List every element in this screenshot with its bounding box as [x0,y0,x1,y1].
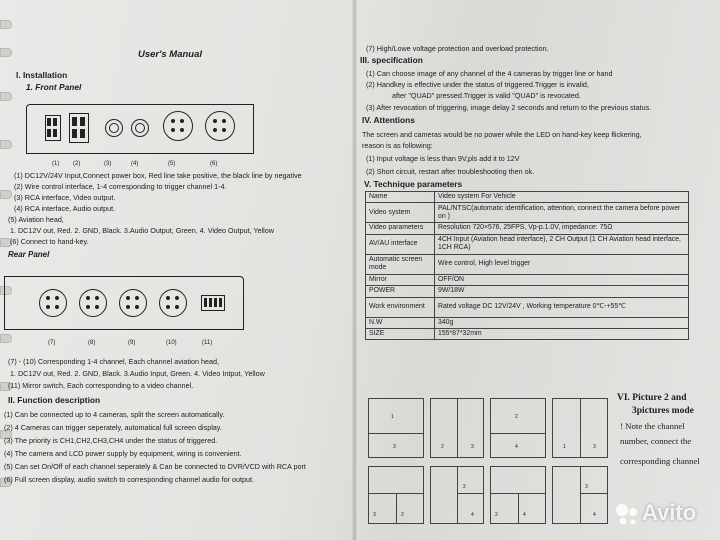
picture-mode-heading: VI. Picture 2 and [617,393,687,403]
param-name: Video parameters [366,223,435,234]
param-name: POWER [366,286,435,297]
front-callout-6: (6) [210,161,218,167]
section-specification: III. specification [360,55,423,65]
manual-title: User's Manual [138,49,203,60]
binder-holes [0,0,12,540]
table-row [366,223,689,234]
function-item: (3) The priority is CH1,CH2,CH3,CH4 under the status of triggered. [4,436,218,445]
param-name: Mirror [366,274,435,285]
front-legend-line: (1) DC12V/24V Input,Connect power box, Red line take positive, the black line by negative [14,171,302,180]
param-name: Video system [366,203,435,223]
picture-mode-heading: 3pictures mode [632,406,694,416]
param-value: 9W/18W [435,286,689,297]
front-legend-line: (3) RCA interface, Video output. [14,193,116,202]
param-value: Video system For Vehicle [435,192,689,203]
table-row [366,203,689,223]
spec-line-7: (7) High/Lowe voltage protection and overload protection. [366,44,549,53]
front-legend-line: (4) RCA interface, Audio output. [14,204,116,213]
param-name: Work environment [366,297,435,317]
channel-3-aviation-head [119,289,147,317]
table-row [366,192,689,203]
function-item: (5) Can set On/Off of each channel seperately & Can be connected to DVR/VCD with RCA port [4,462,306,471]
param-name: SIZE [366,329,435,340]
spec-item: (3) After revocation of triggering, image delay 2 seconds and return to the previous status. [366,103,652,112]
front-panel-heading: 1. Front Panel [26,82,82,92]
rear-legend-line: 1. DC12V out, Red. 2. GND, Black. 3.Audio Input, Green. 4. Video Intput, Yellow [10,369,265,378]
table-row [366,286,689,297]
function-item: (1) Can be connected up to 4 cameras, split the screen automatically. [4,410,225,419]
channel-1-aviation-head [39,289,67,317]
rear-legend-line: (11) Mirror switch, Each corresponding to a video channel. [8,381,194,390]
table-row [366,317,689,328]
attention-line: (2) Short circuit, restart after troubleshooting then ok. [366,167,535,176]
rear-callout-10: (10) [166,340,177,346]
front-callout-3: (3) [104,161,112,167]
picture-mode-box: 3 4 [552,466,608,524]
section-function-description: II. Function description [8,395,101,405]
aviation-head-output [163,111,193,141]
table-row [366,254,689,274]
attention-line: reason is as following: [362,141,433,150]
param-name: N.W [366,317,435,328]
front-legend-line: (5) Aviation head, [8,215,64,224]
mirror-dip-switch [201,295,225,311]
table-row [366,297,689,317]
channel-2-aviation-head [79,289,107,317]
rear-callout-9: (9) [128,340,136,346]
picture-mode-box: 2 4 [430,466,484,524]
hand-key-connector [205,111,235,141]
wire-control-terminal [69,113,89,143]
function-item: (2) 4 Cameras can trigger seperately, automatical full screen display. [4,423,222,432]
spec-item: (1) Can choose image of any channel of the 4 cameras by trigger line or hand [366,69,613,78]
picture-mode-note: ! Note the channel [620,421,685,431]
table-row [366,329,689,340]
front-legend-line: 1. DC12V out, Red. 2. GND, Black. 3.Audio Output, Green. 4. Video Output, Yellow [10,226,274,235]
technique-parameters-table [365,191,689,340]
function-item: (4) The camera and LCD power supply by equipment, wiring is convenient. [4,449,242,458]
attention-line: (1) Input voltage is less than 9V,pls add it to 12V [366,154,520,163]
param-value: OFF/ON [435,274,689,285]
attention-line: The screen and cameras would be no power while the LED on hand-key keep flickering, [362,130,642,139]
section-attentions: IV. Attentions [362,115,415,125]
rear-callout-8: (8) [88,340,96,346]
param-value: 155*87*32mm [435,329,689,340]
picture-mode-box: 2 4 [490,398,546,458]
avito-watermark: Avito [642,500,697,525]
param-value: 4CH Input (Aviation head interface), 2 CH Output (1 CH Aviation head interface, 1CH RCA) [435,234,689,254]
rca-audio-jack [131,119,149,137]
page-fold [352,0,358,540]
section-installation: I. Installation [16,70,68,80]
picture-mode-box: 2 3 [430,398,484,458]
rear-callout-11: (11) [202,340,213,346]
rear-panel-diagram [4,276,244,330]
front-legend-line: (6) Connect to hand-key. [10,237,89,246]
spec-item: (2) Handkey is effective under the status of triggered.Trigger is invalid, [366,80,589,89]
front-callout-4: (4) [131,161,139,167]
rear-panel-heading: Rear Panel [8,250,50,259]
param-value: Wire control, High level trigger [435,254,689,274]
picture-mode-box: 1 3 [552,398,608,458]
function-item: (6) Full screen display, audio switch to corresponding channel audio for output. [4,475,254,484]
picture-mode-box: 3 2 [368,466,424,524]
avito-logo-icon [614,502,640,528]
param-name: Name [366,192,435,203]
rear-legend-line: (7) - (10) Corresponding 1-4 channel, Each channel aviation head, [8,357,219,366]
section-technique-parameters: V. Technique parameters [364,179,463,189]
param-name: AV/AU interface [366,234,435,254]
table-row [366,274,689,285]
rear-callout-7: (7) [48,340,56,346]
rca-video-jack [105,119,123,137]
front-legend-line: (2) Wire control interface, 1-4 corresponding to trigger channel 1-4. [14,182,227,191]
power-terminal [45,115,61,141]
picture-mode-box: 2 4 [490,466,546,524]
spec-item: after "QUAD" pressed.Trigger is valid "QUAD" is revocated. [392,91,581,100]
picture-mode-note: corresponding channel [620,456,700,466]
front-callout-1: (1) [52,161,60,167]
param-value: PAL/NTSC(automatic identification, attention, connect the camera before power on ) [435,203,689,223]
front-callout-2: (2) [73,161,81,167]
param-name: Automatic screen mode [366,254,435,274]
table-row [366,234,689,254]
picture-mode-note: number, connect the [620,436,692,446]
picture-mode-box: 1 3 [368,398,424,458]
param-value: Resolution 720×576, 25FPS, Vp-p.1.0V, impedance: 75Ω [435,223,689,234]
front-callout-5: (5) [168,161,176,167]
front-panel-diagram [26,104,254,154]
param-value: Rated voltage DC 12V/24V , Working temperature 0℃-+55℃ [435,297,689,317]
channel-4-aviation-head [159,289,187,317]
param-value: 340g [435,317,689,328]
